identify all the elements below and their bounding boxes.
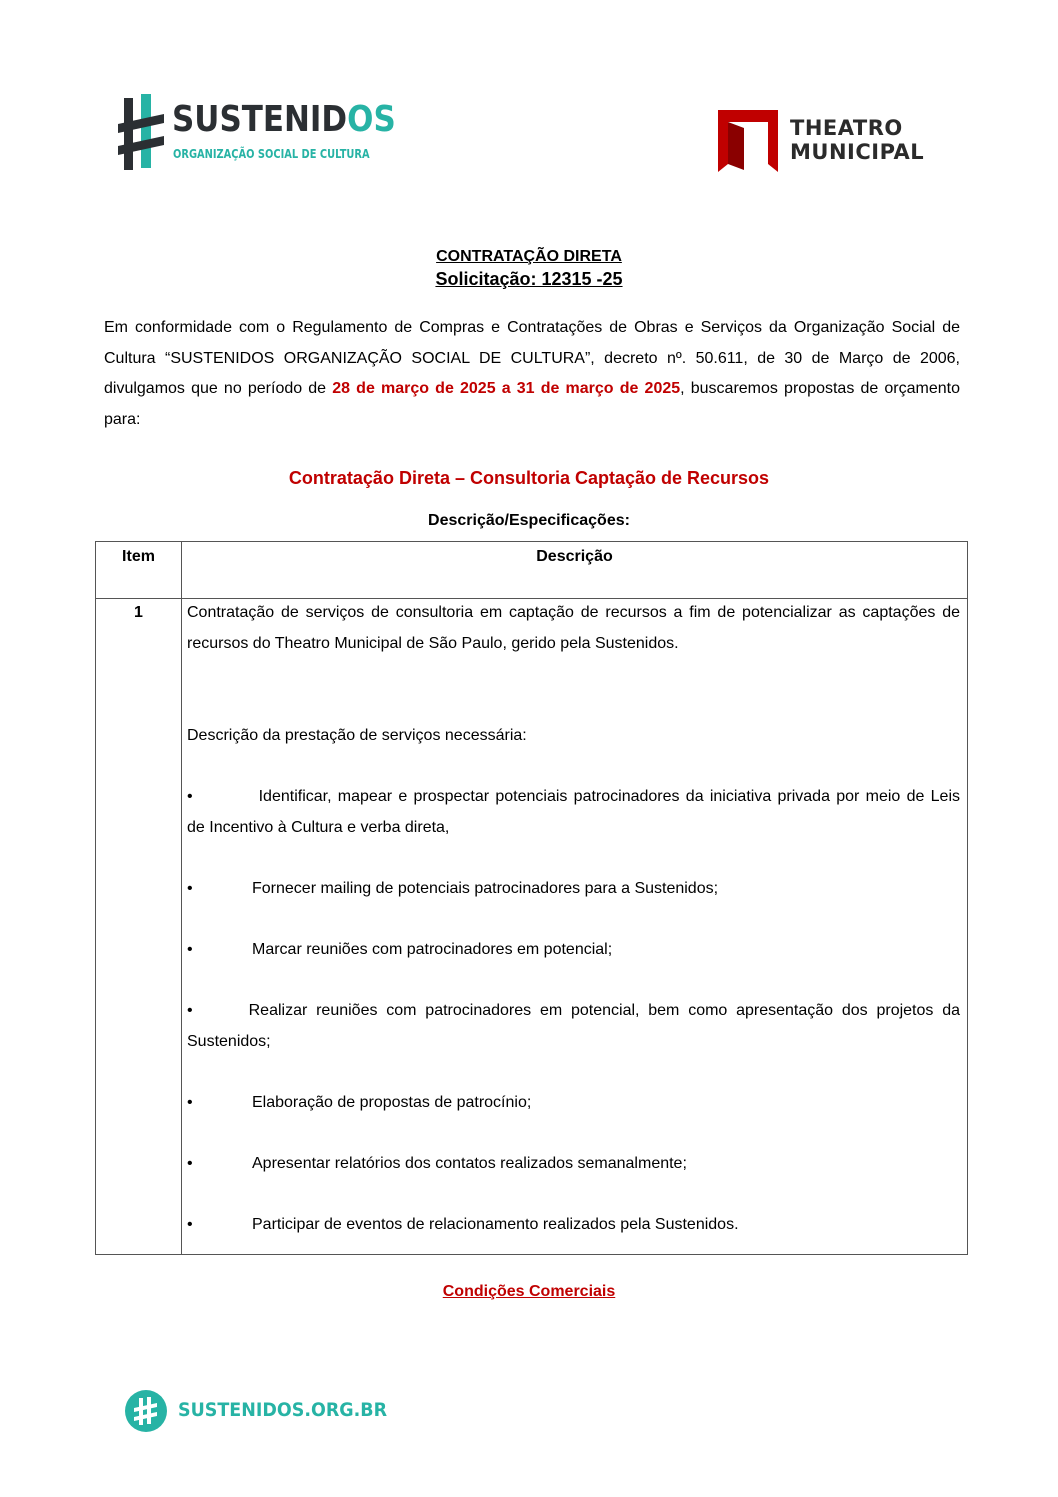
- request-number: Solicitação: 12315 -25: [435, 269, 623, 289]
- bullet-icon: •: [187, 941, 193, 958]
- sustenidos-logo: [116, 94, 396, 172]
- hashtag-circle-icon: [124, 1389, 168, 1433]
- commercial-conditions-heading: Condições Comerciais: [442, 1283, 616, 1300]
- bullet-icon: •: [187, 1002, 193, 1019]
- hashtag-logo-icon: [116, 94, 170, 172]
- period-highlight: 28 de março de 2025 a 31 de março de 2025: [332, 380, 681, 397]
- bullet-icon: •: [187, 788, 193, 805]
- theatro-wordmark: THEATRO MUNICIPAL: [790, 116, 925, 164]
- description-paragraph: Contratação de serviços de consultoria em captação de recursos a fim de potencializar as captações de recursos do Theatro Municipal de São Paulo, gerido pela Sustenidos.: [187, 604, 960, 652]
- spec-table: Item Descrição 1 Contratação de serviços de consultoria em captação de recursos a fim de potencializar as captações de recursos do Theatro Municipal de São Paulo, gerido pela Sustenidos. Descrição da prestação de serviços necessária: • Identificar, mapear e prospectar potenciais patrocinadores da iniciativa privada por meio de Leis de Incentivo à Cultura e verba direta, • Fornecer mailing de potenciais patrocinadores para a Sustenidos; • Marcar reuniões com patrocinadores em potencial; • Realizar reuniões com patrocinadores em potencial, bem como apresentação dos projetos da Sustenidos; • Elaboração de propostas de patrocínio; • Apresentar relatórios dos contatos realizados semanalmente; • Participar de eventos de relacionamento realizados pela Sustenidos.: [95, 541, 968, 1255]
- theatro-arch-icon: [716, 110, 780, 174]
- website-url: SUSTENIDOS.ORG.BR: [178, 1399, 388, 1421]
- table-header-description: Descrição: [536, 548, 613, 565]
- table-column-divider: [181, 542, 182, 1254]
- table-cell-item: 1: [134, 604, 143, 621]
- document-title: CONTRATAÇÃO DIRETA: [436, 248, 622, 265]
- theatro-municipal-logo: [716, 110, 956, 174]
- sustenidos-tagline: ORGANIZAÇÃO SOCIAL DE CULTURA: [173, 147, 370, 161]
- bullet-icon: •: [187, 1094, 193, 1111]
- services-label: Descrição da prestação de serviços necessária:: [187, 727, 527, 744]
- table-header-item: Item: [122, 548, 155, 565]
- list-item: • Realizar reuniões com patrocinadores em potencial, bem como apresentação dos projetos da Sustenidos;: [187, 1002, 960, 1050]
- footer-website-logo: [124, 1389, 388, 1435]
- bullet-icon: •: [187, 880, 193, 897]
- bullet-icon: •: [187, 1155, 193, 1172]
- list-item: • Identificar, mapear e prospectar potenciais patrocinadores da iniciativa privada por meio de Leis de Incentivo à Cultura e verba direta,: [187, 788, 960, 836]
- bullet-icon: •: [187, 1216, 193, 1233]
- intro-paragraph: Em conformidade com o Regulamento de Compras e Contratações de Obras e Serviços da Organização Social de Cultura “SUSTENIDOS ORGANIZAÇÃO SOCIAL DE CULTURA”, decreto nº. 50.611, de 30 de Março de 2006, divulgamos que no período de 28 de março de 2025 a 31 de março de 2025, buscaremos propostas de orçamento para:: [104, 319, 961, 428]
- spec-title: Descrição/Especificações:: [428, 512, 630, 529]
- sustenidos-wordmark: SUSTENIDOS: [172, 99, 396, 140]
- section-title: Contratação Direta – Consultoria Captação de Recursos: [288, 468, 770, 488]
